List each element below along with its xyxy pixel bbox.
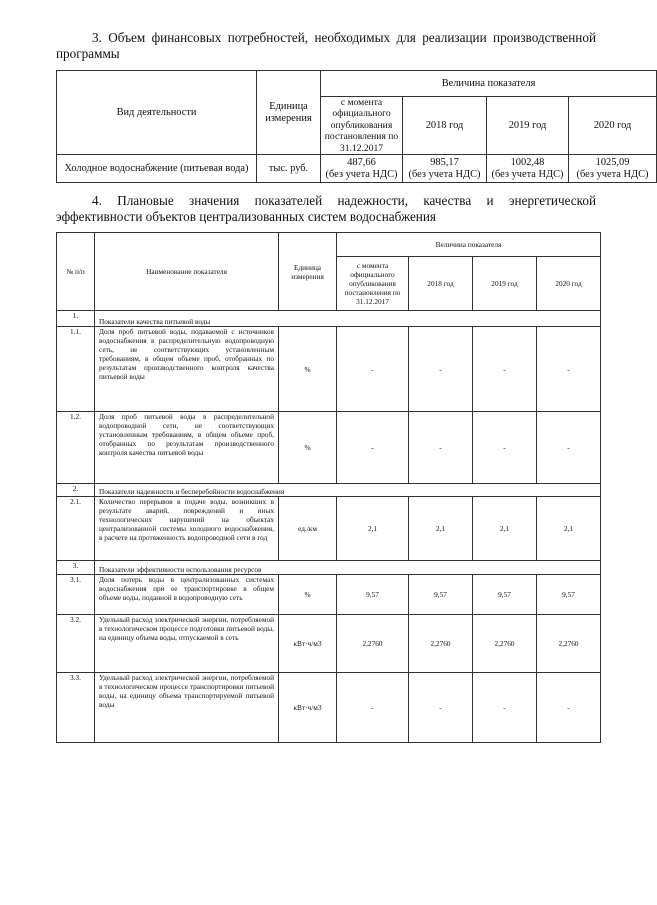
value-cell: 2,2760	[409, 615, 473, 673]
col-year-header: 2018 год	[409, 257, 473, 311]
section-row	[57, 484, 601, 497]
col-activity-header: Вид деятельности	[57, 71, 257, 155]
value-cell: -	[409, 327, 473, 412]
row-number: 3.3.	[57, 673, 95, 743]
value-cell: 9,57	[409, 575, 473, 615]
value-number: 1002,48	[510, 156, 545, 168]
activity-cell: Холодное водоснабжение (питьевая вода)	[57, 155, 257, 183]
row-number: 1.2.	[57, 412, 95, 484]
value-cell: -	[473, 673, 537, 743]
table-row	[57, 615, 601, 673]
value-cell: -	[409, 673, 473, 743]
col-unit-header: Единица измерения	[279, 233, 337, 311]
table-row	[57, 575, 601, 615]
indicator-name: Удельный расход электрической энергии, потребляемой в технологическом процессе транспортировки питьевой воды, на единицу объема транспортируемой питьевой воды	[95, 673, 279, 743]
value-cell: 2,1	[537, 497, 601, 561]
unit-cell: кВт·ч/м3	[279, 615, 337, 673]
value-cell: 2,1	[473, 497, 537, 561]
value-cell: 2,1	[337, 497, 409, 561]
row-number: 3.1.	[57, 575, 95, 615]
table-row	[57, 155, 657, 183]
value-cell	[403, 155, 487, 183]
value-cell: -	[537, 327, 601, 412]
value-cell	[569, 155, 657, 183]
col-year-header: 2019 год	[473, 257, 537, 311]
unit-cell: ед./км	[279, 497, 337, 561]
value-note: (без учета НДС)	[325, 168, 398, 180]
value-cell: -	[473, 412, 537, 484]
financial-needs-table	[56, 70, 657, 183]
value-cell: 9,57	[337, 575, 409, 615]
indicator-name: Доля потерь воды в централизованных системах водоснабжения при ее транспортировке в общем объеме воды, поданной в водопроводную сеть	[95, 575, 279, 615]
table-row	[57, 497, 601, 561]
section-row	[57, 311, 601, 327]
section-title: Показатели качества питьевой воды	[95, 311, 601, 327]
row-number: 1.1.	[57, 327, 95, 412]
unit-cell: %	[279, 412, 337, 484]
row-number: 3.2.	[57, 615, 95, 673]
value-cell: -	[337, 327, 409, 412]
indicator-name: Доля проб питьевой воды в распределительной водопроводной сети, не соответствующих установленным требованиям, в общем объеме проб, отобранных по результатам производственного контроля качества питьевой воды	[95, 412, 279, 484]
col-official-header: с момента официального опубликования постановления по 31.12.2017	[337, 257, 409, 311]
value-cell: 2,1	[409, 497, 473, 561]
value-number: 1025,09	[595, 156, 630, 168]
unit-cell: %	[279, 327, 337, 412]
col-year-header: 2020 год	[569, 97, 657, 155]
value-cell: 9,57	[537, 575, 601, 615]
indicator-name: Доля проб питьевой воды, подаваемой с источников водоснабжения в распределительную водопроводную сеть, не соответствующих установленным требованиям, в общем объеме проб, отобранных по результатам производственного контроля качества питьевой воды	[95, 327, 279, 412]
value-cell: -	[537, 673, 601, 743]
section-title: Показатели эффективности использования ресурсов	[95, 561, 601, 575]
indicators-table	[56, 232, 601, 743]
col-num-header: № п/п	[57, 233, 95, 311]
value-cell: 2,2760	[337, 615, 409, 673]
value-cell: -	[409, 412, 473, 484]
table-row	[57, 412, 601, 484]
unit-cell: кВт·ч/м3	[279, 673, 337, 743]
col-value-group-header: Величина показателя	[321, 71, 657, 97]
indicator-name: Удельный расход электрической энергии, потребляемой в технологическом процессе подготовки питьевой воды, на единицу объема воды, отпускаемой в сеть	[95, 615, 279, 673]
table-row	[57, 673, 601, 743]
row-number: 2.	[57, 484, 95, 497]
value-cell	[321, 155, 403, 183]
col-official-header: с момента официального опубликования постановления по 31.12.2017	[321, 97, 403, 155]
section-3-heading: 3. Объем финансовых потребностей, необходимых для реализации производственной программы	[56, 30, 596, 61]
col-year-header: 2020 год	[537, 257, 601, 311]
indicator-name: Количество перерывов в подаче воды, возникших в результате аварий, повреждений и иных технологических нарушений на объектах централизованной системы холодного водоснабжения, в расчете на протяженность водопроводной сети в год	[95, 497, 279, 561]
value-cell: 9,57	[473, 575, 537, 615]
value-cell	[487, 155, 569, 183]
col-name-header: Наименование показателя	[95, 233, 279, 311]
col-year-header: 2018 год	[403, 97, 487, 155]
section-title: Показатели надежности и бесперебойности водоснабжения	[95, 484, 601, 497]
row-number: 1.	[57, 311, 95, 327]
value-cell: -	[473, 327, 537, 412]
value-cell: -	[337, 673, 409, 743]
value-note: (без учета НДС)	[576, 168, 649, 180]
row-number: 3.	[57, 561, 95, 575]
value-number: 985,17	[430, 156, 459, 168]
value-note: (без учета НДС)	[491, 168, 564, 180]
section-4-heading: 4. Плановые значения показателей надежности, качества и энергетической эффективности объектов централизованных систем водоснабжения	[56, 193, 596, 224]
value-cell: 2,2760	[537, 615, 601, 673]
value-cell: -	[537, 412, 601, 484]
unit-cell: %	[279, 575, 337, 615]
value-cell: 2,2760	[473, 615, 537, 673]
section-row	[57, 561, 601, 575]
unit-cell: тыс. руб.	[257, 155, 321, 183]
col-unit-header: Единица измерения	[257, 71, 321, 155]
value-cell: -	[337, 412, 409, 484]
col-value-group-header: Величина показателя	[337, 233, 601, 257]
col-year-header: 2019 год	[487, 97, 569, 155]
value-number: 487,66	[347, 156, 376, 168]
row-number: 2.1.	[57, 497, 95, 561]
table-row	[57, 327, 601, 412]
value-note: (без учета НДС)	[408, 168, 481, 180]
